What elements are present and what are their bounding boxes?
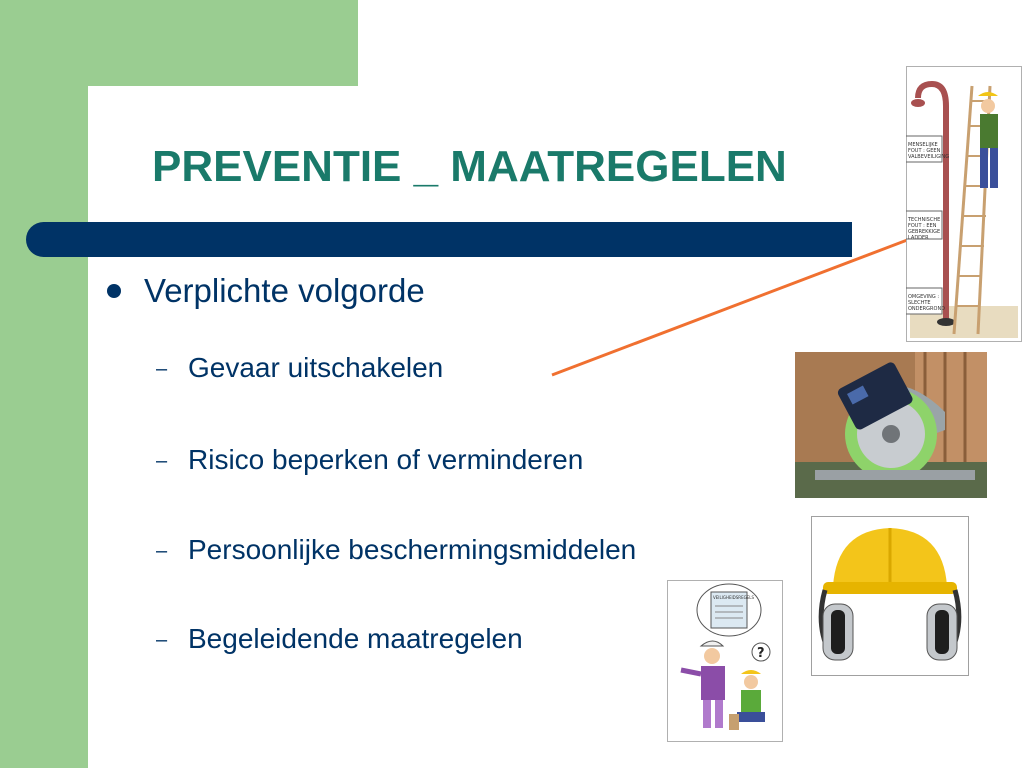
svg-text:MENSELIJKE: MENSELIJKE [908,142,938,148]
svg-text:SLECHTE: SLECHTE [908,300,931,306]
sub-item-risico [156,444,583,476]
sub-item-pbm [156,534,636,566]
svg-text:FOUT : GEEN: FOUT : GEEN [908,148,941,154]
bullet-verplichte-volgorde: Verplichte volgorde [144,272,425,309]
sub-item-label: Gevaar uitschakelen [188,352,444,383]
svg-text:GEBREKKIGE: GEBREKKIGE [908,229,941,235]
top-green-block [0,0,358,86]
sub-item-label: Persoonlijke beschermingsmiddelen [188,534,637,565]
instruction-cartoon-image [667,580,783,742]
sub-item-gevaar [156,352,443,384]
hard-hat-earmuffs-image [811,516,969,676]
svg-text:OMGEVING :: OMGEVING : [908,294,940,300]
svg-text:VEILIGHEIDSREGELS: VEILIGHEIDSREGELS [713,595,754,600]
circular-saw-photo [795,352,987,498]
bullet-dot [107,284,121,298]
svg-text:?: ? [757,646,765,661]
dash-marker: – [156,358,168,381]
svg-text:VALBEVEILIGING: VALBEVEILIGING [908,154,950,160]
dash-marker: – [156,629,168,652]
sub-item-label: Begeleidende maatregelen [188,623,523,654]
dash-marker: – [156,450,168,473]
svg-text:FOUT : EEN: FOUT : EEN [908,223,937,229]
dash-marker: – [156,540,168,563]
left-green-band [0,0,88,768]
slide-title: PREVENTIE _ MAATREGELEN [152,142,787,191]
sub-item-begeleidend [156,623,523,655]
ladder-cartoon-image [906,66,1022,342]
sub-item-label: Risico beperken of verminderen [188,444,584,475]
svg-text:ONDERGROND: ONDERGROND [908,306,946,312]
svg-text:TECHNISCHE: TECHNISCHE [908,217,941,223]
svg-text:LADDER: LADDER [908,235,929,241]
